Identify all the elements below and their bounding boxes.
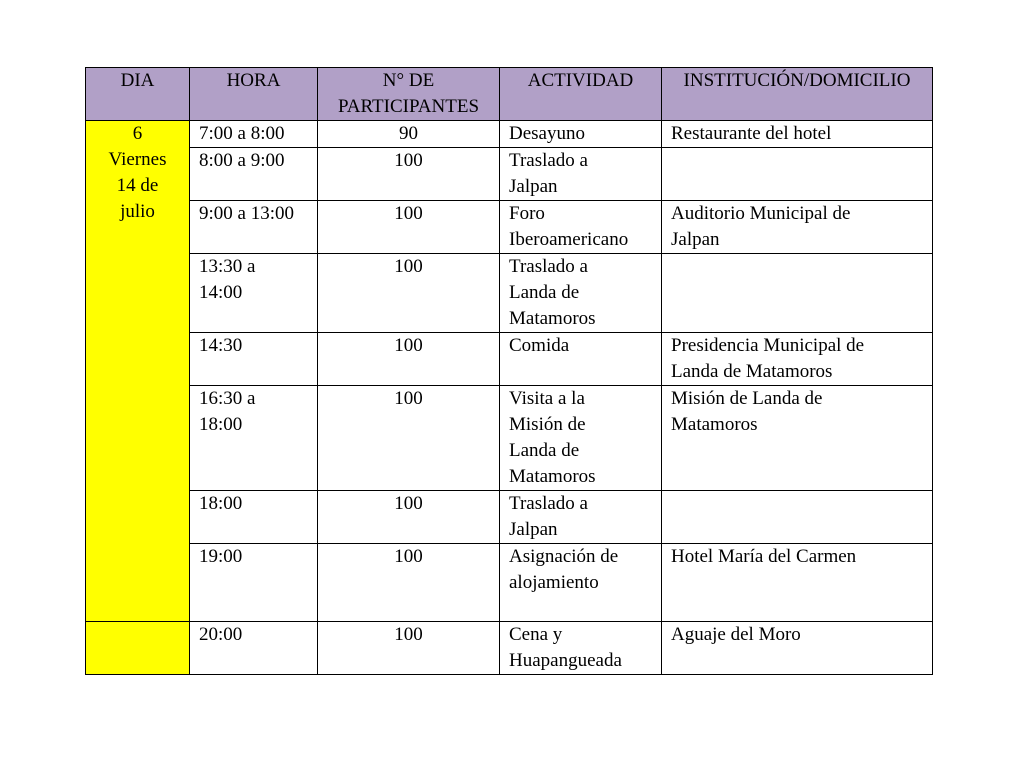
participantes-cell: 100 <box>318 254 500 333</box>
actividad-cell: Foro Iberoamericano <box>500 201 662 254</box>
participantes-cell: 100 <box>318 386 500 491</box>
table-row <box>86 491 933 544</box>
institucion-cell: Misión de Landa de Matamoros <box>662 386 933 491</box>
hora-cell: 9:00 a 13:00 <box>190 201 318 254</box>
hora-cell: 8:00 a 9:00 <box>190 148 318 201</box>
header-hora: HORA <box>190 68 318 121</box>
table-row <box>86 254 933 333</box>
hora-cell: 19:00 <box>190 544 318 622</box>
table-row <box>86 201 933 254</box>
participantes-cell: 100 <box>318 333 500 386</box>
participantes-cell: 100 <box>318 622 500 675</box>
institucion-cell: Presidencia Municipal de Landa de Matamoros <box>662 333 933 386</box>
actividad-cell: Traslado a Landa de Matamoros <box>500 254 662 333</box>
participantes-cell: 100 <box>318 491 500 544</box>
day-weekday: Viernes <box>108 149 167 170</box>
actividad-cell: Asignación de alojamiento <box>500 544 662 622</box>
hora-cell: 13:30 a 14:00 <box>190 254 318 333</box>
institucion-cell: Hotel María del Carmen <box>662 544 933 622</box>
participantes-cell: 90 <box>318 121 500 148</box>
day-date: 14 de <box>116 175 159 196</box>
day-cell-empty <box>86 622 190 675</box>
hora-cell: 16:30 a 18:00 <box>190 386 318 491</box>
institucion-cell <box>662 148 933 201</box>
institucion-cell: Aguaje del Moro <box>662 622 933 675</box>
institucion-cell <box>662 491 933 544</box>
header-participantes: N° DE PARTICIPANTES <box>318 68 500 121</box>
actividad-cell: Desayuno <box>500 121 662 148</box>
table-row <box>86 544 933 622</box>
participantes-cell: 100 <box>318 148 500 201</box>
header-actividad: ACTIVIDAD <box>500 68 662 121</box>
hora-cell: 14:30 <box>190 333 318 386</box>
table-row <box>86 386 933 491</box>
table-row <box>86 148 933 201</box>
table-row <box>86 121 933 148</box>
hora-cell: 20:00 <box>190 622 318 675</box>
day-cell <box>86 121 190 622</box>
table-row <box>86 622 933 675</box>
header-row <box>86 68 933 121</box>
institucion-cell: Restaurante del hotel <box>662 121 933 148</box>
participantes-cell: 100 <box>318 201 500 254</box>
day-number: 6 <box>132 123 143 144</box>
participantes-cell: 100 <box>318 544 500 622</box>
actividad-cell: Traslado a Jalpan <box>500 148 662 201</box>
header-institucion: INSTITUCIÓN/DOMICILIO <box>662 68 933 121</box>
actividad-cell: Visita a la Misión de Landa de Matamoros <box>500 386 662 491</box>
institucion-cell <box>662 254 933 333</box>
actividad-cell: Comida <box>500 333 662 386</box>
header-dia: DIA <box>86 68 190 121</box>
day-month: julio <box>120 201 155 222</box>
actividad-cell: Traslado a Jalpan <box>500 491 662 544</box>
table-row <box>86 333 933 386</box>
institucion-cell: Auditorio Municipal de Jalpan <box>662 201 933 254</box>
actividad-cell: Cena y Huapangueada <box>500 622 662 675</box>
hora-cell: 18:00 <box>190 491 318 544</box>
schedule-table <box>85 67 933 675</box>
hora-cell: 7:00 a 8:00 <box>190 121 318 148</box>
